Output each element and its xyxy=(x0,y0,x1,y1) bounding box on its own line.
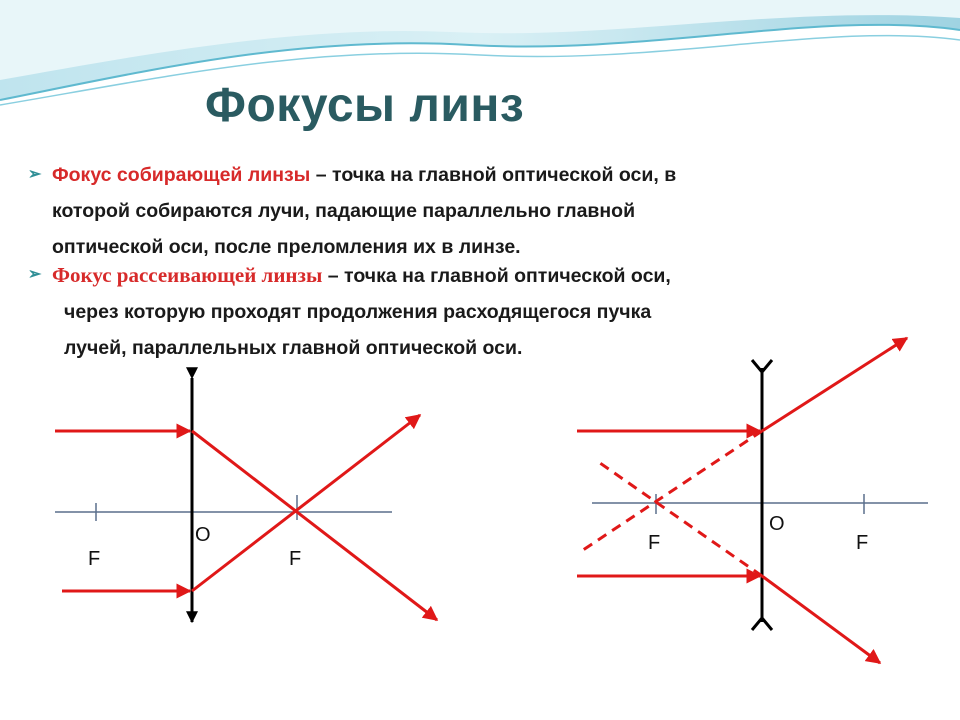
definition-text: оптической оси, после преломления их в линзе. xyxy=(52,236,521,258)
ray-extension-dashed xyxy=(600,463,762,576)
focus-label-right: F xyxy=(856,532,869,554)
definition-text: через которую проходят продолжения расходящегося пучка xyxy=(64,301,652,323)
refracted-ray xyxy=(192,415,420,591)
refracted-ray xyxy=(762,576,880,663)
term-converging-focus: Фокус собирающей линзы xyxy=(52,164,311,186)
diverging-lens-diagram xyxy=(577,338,928,663)
bullet-arrow-icon: ➢ xyxy=(28,166,42,183)
refracted-ray xyxy=(762,338,907,431)
term-diverging-focus: Фокус рассеивающей линзы xyxy=(52,263,323,287)
ray-extension-dashed xyxy=(583,431,762,550)
definition-text: – точка на главной оптической оси, в xyxy=(310,164,677,186)
bullet-arrow-icon: ➢ xyxy=(28,266,42,283)
definition-text: которой собираются лучи, падающие параллельно главной xyxy=(52,200,636,222)
focus-label-left: F xyxy=(648,532,661,554)
focus-label-left: F xyxy=(88,548,101,570)
focus-label-right: F xyxy=(289,548,302,570)
refracted-ray xyxy=(192,431,437,620)
converging-lens-diagram xyxy=(55,378,437,622)
lens-center-label: O xyxy=(195,524,211,546)
page-title: Фокусы линз xyxy=(205,79,525,132)
definition-text: лучей, параллельных главной оптической оси. xyxy=(64,337,523,359)
diverging-lens xyxy=(752,360,772,630)
definition-text: – точка на главной оптической оси, xyxy=(322,265,671,287)
lens-center-label: O xyxy=(769,513,785,535)
